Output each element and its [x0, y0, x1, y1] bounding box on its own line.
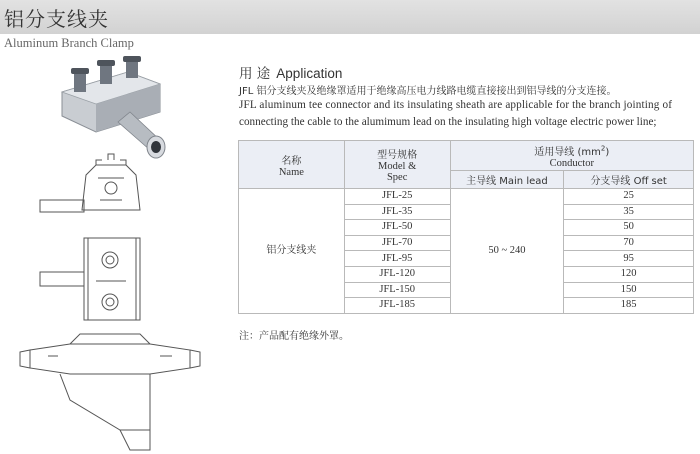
model-cell: JFL-70 [344, 235, 450, 251]
description-en-line-1: JFL aluminum tee connector and its insulating sheath are applicable for the branch jointing of [239, 99, 673, 111]
main-lead-cell: 50 ~ 240 [450, 189, 564, 314]
footnote: 注：产品配有绝缘外罩。 [239, 331, 349, 342]
model-cell: JFL-150 [344, 282, 450, 298]
offset-cell: 70 [564, 235, 694, 251]
header-main-lead: 主导线 Main lead [450, 171, 564, 189]
description-en-line-2: connecting the cable to the alumimum lead on the insulating high voltage electric power line; [239, 116, 657, 128]
product-name-cell: 铝分支线夹 [239, 189, 345, 314]
model-cell: JFL-95 [344, 251, 450, 267]
model-cell: JFL-120 [344, 266, 450, 282]
clamp-top-view [40, 238, 140, 320]
offset-cell: 95 [564, 251, 694, 267]
offset-cell: 35 [564, 204, 694, 220]
description-cn: JFL 铝分支线夹及绝缘罩适用于绝缘高压电力线路电缆直接接出到铝导线的分支连接。 [239, 86, 617, 97]
header-model: 型号规格 Model & Spec [344, 141, 450, 189]
offset-cell: 25 [564, 189, 694, 205]
header-off-set: 分支导线 Off set [564, 171, 694, 189]
model-cell: JFL-50 [344, 220, 450, 236]
application-title [239, 62, 342, 82]
header-name: 名称 Name [239, 141, 345, 189]
offset-cell: 120 [564, 266, 694, 282]
offset-cell: 50 [564, 220, 694, 236]
product-drawings [0, 50, 230, 454]
spec-table [238, 140, 694, 314]
model-cell: JFL-185 [344, 298, 450, 314]
application-title-cn: 用 途 [239, 66, 271, 82]
clamp-photo [62, 56, 165, 158]
header-conductor: 适用导线 $(mm^2)$ Conductor [450, 141, 693, 171]
model-cell: JFL-35 [344, 204, 450, 220]
offset-cell: 150 [564, 282, 694, 298]
page-subtitle: Aluminum Branch Clamp [4, 36, 134, 50]
model-cell: JFL-25 [344, 189, 450, 205]
table-row [239, 189, 694, 205]
clamp-front-view [40, 154, 140, 212]
page-title: 铝分支线夹 [4, 7, 109, 31]
application-title-en: Application [276, 66, 343, 81]
sheath-view [20, 334, 200, 450]
offset-cell: 185 [564, 298, 694, 314]
